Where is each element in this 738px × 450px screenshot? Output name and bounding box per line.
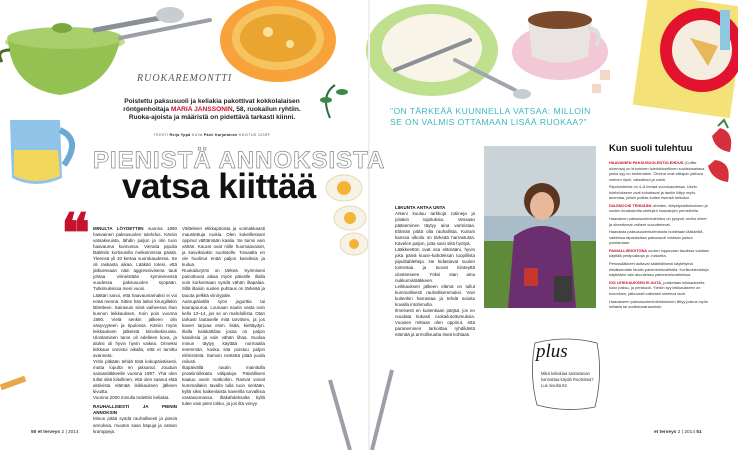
intro-line-2-pre: röntgenhoitaja (123, 106, 170, 114)
pot-illustration (0, 23, 125, 95)
body-column-3 (395, 202, 475, 338)
portrait-photo (484, 146, 596, 308)
headline-kicker: PIENISTÄ ANNOKSISTA (93, 147, 386, 174)
soup-bowl-illustration (220, 0, 336, 82)
body-lead-in: MINULTA LÖYDETTIIN (93, 226, 144, 231)
pull-quote: "ON TÄRKEÄÄ KUUNNELLA VATSAA: MILLOIN SE ON VALMIS OTTAMAAN LISÄÄ RUOKAA?" (390, 106, 591, 127)
credit-text-label: TEKSTI (153, 133, 169, 137)
sidebar-factbox (609, 160, 709, 312)
body-paragraph: Aamupäivällä syön jogurttia tai kaurapuuroa. Lounaan nautin vasta noin kello 13–14, jos se on mahdollista. Otan tarkasti lautaselle mitä tarvitsen, ja jos kaveri tarjoaa esim. lisää, kieltäydyn. Illalla kalakattilaa jossa on paljon kasviksia ja vain vähän lihaa. Suolaa minun täytyy käyttää normaalia enemmän, koska sitä poistuu paljon elimistöstä. Samoin nestettä pitää juoda reilusti. (182, 298, 265, 365)
body-paragraph: Arkeni kuuluu tarkkoja rutiineja ja joitakin rajoituksia. Vessaan pääseminen täytyy aina varmistaa. Elämän pitää olla rauhallista. Koirani kanssa ulkoilu on tärkeää harrastusta. Kävelen paljon, jotta saisi siitä hyötyä. (395, 211, 475, 247)
spread-gutter (368, 0, 370, 450)
porridge-plate-illustration (366, 4, 498, 96)
issue-number: 2 | 2014 (677, 430, 696, 435)
sidebar-heading: IOS LEIKKAUKSEN EI AUTA, (609, 279, 663, 285)
sidebar-text: poistetaan leikkauksella koko paksu- ja peräsuoli. Yleisin syy leikkaukseen on krooninen, jatkuvasti vaikeasti oireileva tauti. (609, 279, 705, 296)
body-paragraph: Iltapäivällä nautin mainitulla proteiinirikkaita välipaloja. Päivälliseni kaatuu usein matkoihin. Rasvat voivat kummallakin tavalla tulla tuon sentään, kyllä siksi kaikenlaista kaverilla turvallisia vastasunnassa. Iltakahdeksalta kyllä tulee vain pieni tokko, ja jos ilta venyy. (182, 365, 265, 407)
sidebar-heading: HAAVAINEN PAKSUSUOLENTULEHDUS (609, 160, 684, 165)
credit-illustration-name: 123RF (257, 133, 271, 137)
body-paragraph: Leikkauksen jälkeen elämä on tullut kummallisesti rauhallisemmaksi. Voin kuitenkin harrastaa ja tehdä asioita kovalla intohimolla. (395, 283, 475, 307)
issue-number: 2 | 2014 (61, 430, 79, 435)
body-paragraph: Minun pitää syödä rauhallisesti ja pieniä annoksia, muuten saan käpuja ja vatsan kramppeja. (93, 416, 177, 434)
headline-main: vatsa kiittää (122, 167, 316, 206)
body-paragraph: Lääkkeettön ovat osa elämääni, hyvin joka päivä kuusi–kahdeksan tuopillista pipulitabletteja. Ne hidastavat suolen toimintaa ja tuovat kiinteyttä ulosteeseen. Yöksi otan aina nukkumislääkkeen. (395, 247, 475, 283)
body-paragraph: Yritin pitkään tehdä töitä kokopäiväisesti, mutta lopulta en jaksanut. Jouduin sairaseläkkeelle vuonna 1997. Yhä olen tullut siitä kiitollinen, että olen saanut elää aktiivista elämää leikkauksen jälkeen kivuitta. (93, 359, 177, 395)
credit-illustration-label: KUVITUS (238, 133, 257, 137)
strawberry-illustration (708, 120, 731, 182)
credit-text-name: Reija Yppä (169, 133, 191, 137)
egg-illustration (326, 175, 368, 255)
page-number: 51 (696, 430, 702, 435)
body-subheading: RAUHALLISESTI JA PIENIN ANNOKSIN (93, 404, 177, 416)
section-label: RUOKAREMONTTI (137, 73, 233, 84)
sidebar-text: suolen loppuosan taudissa voidaan käyttää peräpuikkoja ja -ruiskeita. (609, 247, 710, 259)
sidebar-heading: PAINALLISHOITONA (609, 247, 648, 253)
intro-line-1: Poistettu paksusuoli ja keliakia pakottivat kokkolalaisen (124, 98, 300, 105)
body-paragraph: Lääkäri sanoi, että haavaumamaksi ei voi enää mennä. Sitten hän laittoi kirurgillekin lähetteen. Sairasuin siinä vaiheessa ihan kunnon leikkauksen. Koin pois vuonna 1990. Vielä senkin jälkeen olin väsyvyyteen ja tipulossa. Kärsin myös leikkauksen jälkeistä kiinnikekivuista. Ulostamisen tarve oli edelleen kova, ja aluksi oli hyvin hyvin vaikea. Onneksi leikkaus onnistui aikalla, että ei tarvittu avanneta. (93, 292, 177, 358)
sidebar-text: Perussääkkeet auttavat sääntöllisesti käytettyinä ehkäisemään taudin pahenemisvaiheita. Kortikosteroideja käytetään vain akuuteissa pahenemisvaiheissa. (609, 261, 709, 278)
magazine-name: et terveys (654, 430, 677, 435)
folio-right (654, 430, 702, 435)
body-column-1 (93, 226, 177, 435)
body-paragraph: Vältteleen etikkapitoisia ja voimakkaasti maustettuja ruokia. Olen kokeillessani oppinut välttämään kaalia. Se toimii vain vähän. Kaurat ovat niille huomaavaiset, ja kasviksiakin suolistolle. Toisaalta en ole huolinut enää paljon kasviksia ja kuitua. (182, 226, 265, 268)
sidebar-text: Haavaista paksusuolentulehdusta hoidetaan lääkkeillä, vaikeissa tapauksissa paksusuoli voidaan joutua poistamaan. (609, 229, 704, 246)
sidebar-text: Ripulointeista on 4–8 kertaa vuorokaudessa. Usein tulehdukseen ovat kohottavat ja tautiin liittyy myös anemiaa, jolloin potilas tuntee itsensä heikoksi. (609, 184, 697, 201)
portrait-photo-image (484, 146, 596, 308)
body-paragraph: Ilmeisesti en kuitenkaan pärjää, jos en noudata tiukasti ruokailutottumuksia. Vuosien mittaan olen oppinut, että paraneminen tarkoittaa ryhdikästä elämää ja armollisuutta itseä kohtaan. (395, 307, 475, 337)
body-paragraph: Ruokailurytmi on tärkeä. Syömiseni painottuvat aikaa myös päivälle. Illalla voin korkeintaan syödä vähän iltapalaa. Sillä iltaisin suolen puhtaus on tärkeää ja tauota pelkkä viinirypäle. (182, 268, 265, 298)
credit-photo-name: Päivi Karjalainen (203, 133, 238, 137)
plus-teaser[interactable]: Mikä keliakiaa sairastavan kannattaa käydä Ruotsissa? Lue sivulta 62. (541, 371, 594, 388)
jug-illustration (10, 120, 72, 184)
plus-label: plus (536, 341, 568, 362)
sidebar-title: Kun suoli tulehtuu (609, 143, 693, 154)
intro-line-3: Ruoka-ajoista ja määristä on pidettävä tarkasti kiinni. (128, 114, 296, 122)
magazine-name: et terveys (37, 430, 61, 435)
credit-photo-label: KUVA (191, 133, 203, 137)
body-column-2 (182, 226, 265, 407)
page-number: 50 (31, 430, 37, 435)
sidebar-text: (Colitis ulcerosa) on krooninen tulehduksellinen suolistosairaus, jonka syy on tuntematon. Oireina ovat väliajoin jatkuva verinen ripuli, vatsakivut ja vointi. (609, 160, 706, 182)
body-paragraph: Vuonna 2000 minulla todettiin keliakia. (93, 395, 170, 401)
intro-line-2-post: , 58, ruokailun ryhtiin. (232, 106, 301, 114)
body-subheading: LIIKUNTA ANTAA UNTA (395, 205, 446, 210)
sidebar-text: Haavainen paksusuolentulehdus on pysyvä, mutta oireet ja oireettomat vaiheet vuorottelevat. (609, 216, 707, 227)
sidebar-heading: DIAGNOOSI TEHDÄÄN (609, 202, 652, 208)
intro-person-name: MARIA JANSSONIN (170, 106, 233, 114)
quote-mark-icon: ❝ (61, 204, 91, 264)
sidebar-text: Haavaiseen paksusuolentulehdukseen liittyy joskus myös keliakia tai suolistosairausriski. (609, 298, 708, 309)
folio-left (31, 430, 79, 435)
sidebar-text: oireiden, tähystystutkimuksen ja suolen limakalvolta otettujen koepalojen perusteella. (609, 202, 708, 214)
credits (92, 133, 332, 137)
intro-standfirst (92, 98, 332, 123)
body-paragraph: vuonna 1990 haavainen paksusuolen tulehdus. Kärsin vatsakivuista, lähdin paljon ja olin tuon haavauma kunnossa. Vieraita pipulia lääkittiin kortisonilla melkeinmista päistä. Yleensä yli 20 kertaa vuorokaudessa. Se oli raskasta aikaa. Lääkäri totesi, että jatkuessaan näin aggressiivisena tauti johtaa viimeistään kymmenessä vuodessa paksusuolen syöpään. Tutkimuksissa meni vuosi. (93, 226, 177, 292)
cup-illustration (512, 11, 608, 80)
